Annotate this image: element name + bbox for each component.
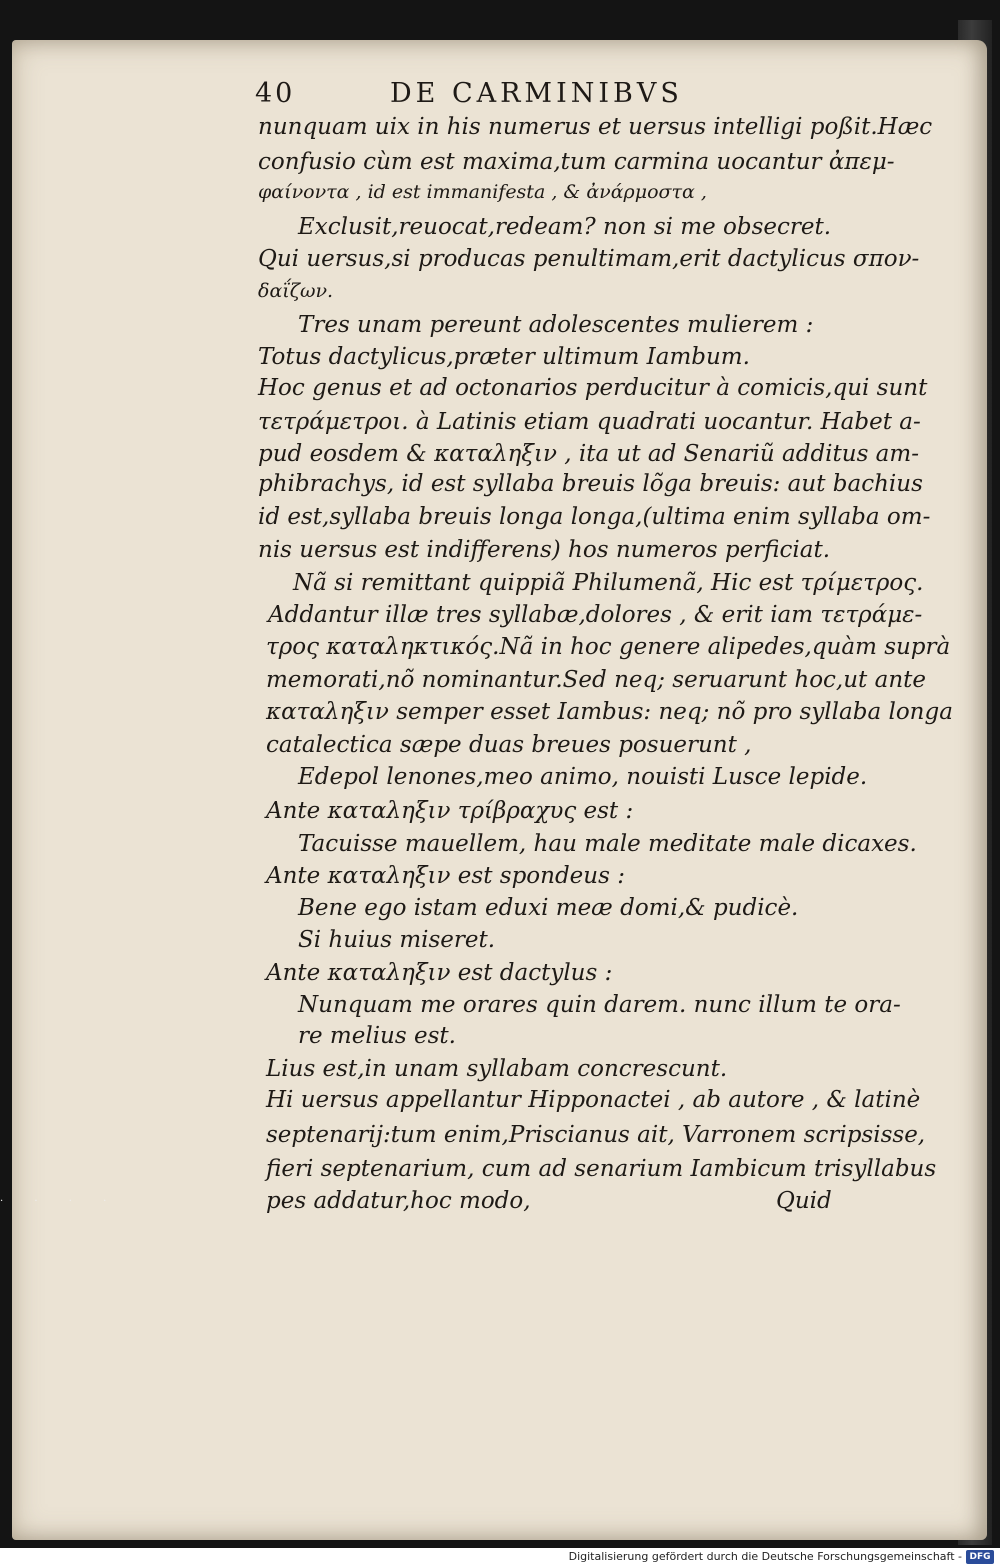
dfg-logo: DFG xyxy=(966,1550,994,1564)
verse-line: Nunquam me orares quin darem. nunc illum te ora- xyxy=(298,992,901,1018)
verse-line: Bene ego istam eduxi meæ domi,& pudicè. xyxy=(298,895,799,921)
catchword: Quid xyxy=(776,1188,832,1214)
verse-line: Exclusit,reuocat,redeam? non si me obsecret. xyxy=(298,214,832,240)
text-line: nunquam uix in his numerus et uersus intelligi poßit.Hæc xyxy=(258,114,933,140)
text-line: δαΐζων. xyxy=(258,280,334,302)
verse-line: Tres unam pereunt adolescentes mulierem : xyxy=(298,312,814,338)
verse-line: Edepol lenones,meo animo, nouisti Lusce lepide. xyxy=(298,764,868,790)
text-line: pes addatur,hoc modo, xyxy=(266,1188,531,1214)
running-title: DE CARMINIBVS xyxy=(390,78,683,109)
text-line: memorati,nõ nominantur.Sed neq; seruarunt hoc,ut ante xyxy=(266,667,926,693)
text-line: Lius est,in unam syllabam concrescunt. xyxy=(266,1056,728,1082)
text-line: confusio cùm est maxima,tum carmina uocantur ἀπεμ- xyxy=(258,149,895,175)
text-line: φαίνοντα , id est immanifesta , & ἀνάρμοστα , xyxy=(258,181,707,203)
text-line: nis uersus est indifferens) hos numeros perficiat. xyxy=(258,537,831,563)
page-number: 40 xyxy=(255,78,296,109)
funding-credit: Digitalisierung gefördert durch die Deutsche Forschungsgemeinschaft - xyxy=(568,1550,962,1563)
verse-line: Tacuisse mauellem, hau male meditate male dicaxes. xyxy=(298,831,917,857)
text-line: τρος καταληκτικός.Nã in hoc genere alipedes,quàm suprà xyxy=(266,634,951,660)
verse-line: Nã si remittant quippiã Philumenã, Hic est τρίμετρος. xyxy=(293,570,924,596)
scan-artifact-dots: · · · · xyxy=(0,1196,121,1207)
footer-bar xyxy=(0,1548,1000,1567)
text-line: τετράμετροι. à Latinis etiam quadrati uocantur. Habet a- xyxy=(258,409,921,435)
text-line: catalectica sæpe duas breues posuerunt , xyxy=(266,732,752,758)
text-line: phibrachys, id est syllaba breuis lõga breuis: aut bachius xyxy=(258,471,923,497)
text-line: fieri septenarium, cum ad senarium Iambicum trisyllabus xyxy=(266,1156,937,1182)
text-line: septenarij:tum enim,Priscianus ait, Varronem scripsisse, xyxy=(266,1122,926,1148)
text-line: Totus dactylicus,præter ultimum Iambum. xyxy=(258,344,750,370)
text-line: Hi uersus appellantur Hipponactei , ab autore , & latinè xyxy=(266,1087,921,1113)
text-line: pud eosdem & καταληξιν , ita ut ad Senariũ additus am- xyxy=(258,441,919,467)
text-line: Hoc genus et ad octonarios perducitur à comicis,qui sunt xyxy=(258,375,928,401)
text-line: Qui uersus,si producas penultimam,erit dactylicus σπον- xyxy=(258,246,920,272)
text-line: id est,syllaba breuis longa longa,(ultima enim syllaba om- xyxy=(258,504,931,530)
text-line: Addantur illæ tres syllabæ,dolores , & erit iam τετράμε- xyxy=(268,602,923,628)
text-line: Ante καταληξιν est spondeus : xyxy=(266,863,625,889)
text-line: καταληξιν semper esset Iambus: neq; nõ pro syllaba longa xyxy=(266,699,953,725)
text-line: Ante καταληξιν est dactylus : xyxy=(266,960,613,986)
verse-line: re melius est. xyxy=(298,1023,456,1049)
verse-line: Si huius miseret. xyxy=(298,927,496,953)
text-line: Ante καταληξιν τρίβραχυς est : xyxy=(266,798,634,824)
